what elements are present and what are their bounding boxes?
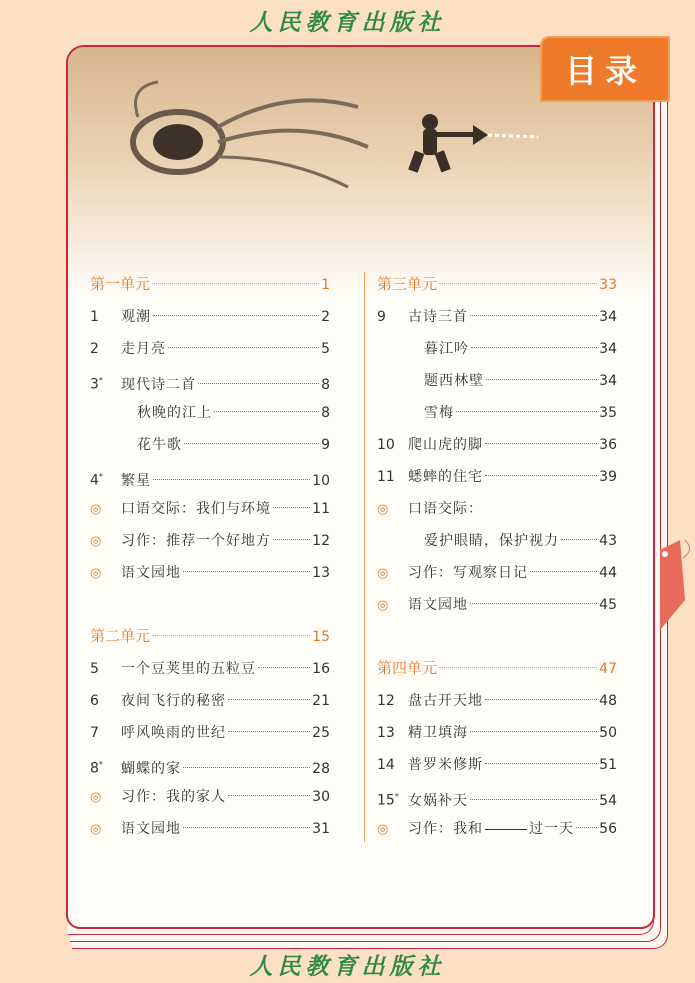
dot-leader (576, 827, 597, 828)
entry-title (408, 814, 574, 844)
dot-leader (168, 347, 319, 348)
dot-leader (183, 571, 310, 572)
entry-title: 呼风唤雨的世纪 (121, 725, 226, 741)
toc-entry[interactable] (90, 526, 330, 558)
lesson-number: 1 (90, 309, 99, 325)
toc-entry[interactable] (377, 782, 617, 814)
lesson-number: 3* (90, 376, 103, 393)
toc-entry[interactable] (90, 302, 330, 334)
unit-heading[interactable] (377, 654, 617, 686)
lesson-number: 5 (90, 661, 99, 677)
dot-leader (152, 635, 310, 636)
page-number: 51 (599, 757, 617, 773)
toc-entry[interactable] (377, 398, 617, 430)
dot-leader (228, 699, 310, 700)
toc-entry[interactable] (377, 494, 617, 526)
entry-title: 走月亮 (121, 341, 166, 357)
dot-leader (228, 731, 310, 732)
bullet-icon: ◎ (90, 502, 102, 517)
entry-title-part: 习作：我和 (408, 821, 483, 837)
toc-entry[interactable] (90, 558, 330, 590)
page-number: 44 (599, 565, 617, 581)
toc-entry[interactable] (377, 718, 617, 750)
entry-title: 题西林壁 (424, 373, 484, 389)
lesson-number: 15* (377, 792, 399, 809)
publisher-logo-bottom: 人民教育出版社 (249, 953, 446, 980)
toc-entry[interactable] (377, 750, 617, 782)
page-number: 10 (312, 472, 330, 489)
dot-leader (470, 603, 597, 604)
page-number: 47 (599, 661, 617, 677)
page-number: 15 (312, 629, 330, 645)
page-number: 9 (321, 437, 330, 453)
toc-entry[interactable] (377, 334, 617, 366)
page-number: 36 (599, 437, 617, 453)
entry-title: 口语交际：我们与环境 (121, 501, 271, 517)
entry-title: 蟋蟀的住宅 (408, 469, 483, 485)
toc-entry[interactable] (90, 494, 330, 526)
entry-title: 观潮 (121, 309, 151, 325)
lesson-number: 11 (377, 469, 395, 485)
dot-leader (439, 283, 597, 284)
page-number: 21 (312, 693, 330, 709)
page-number: 25 (312, 725, 330, 741)
toc-entry[interactable] (377, 558, 617, 590)
entry-title: 女娲补天 (408, 792, 468, 809)
unit-heading[interactable] (377, 270, 617, 302)
entry-title: 口语交际： (408, 501, 483, 517)
dot-leader (214, 411, 319, 412)
entry-title: 夜间飞行的秘密 (121, 693, 226, 709)
dot-leader (485, 475, 597, 476)
entry-title: 雪梅 (424, 405, 454, 421)
toc-entry[interactable] (377, 590, 617, 622)
dot-leader (152, 283, 319, 284)
toc-entry[interactable] (377, 814, 617, 846)
star-mark: * (394, 792, 399, 801)
bookmark-tag-icon (655, 540, 695, 630)
page-number: 12 (312, 533, 330, 549)
page-number: 50 (599, 725, 617, 741)
toc-entry[interactable] (90, 750, 330, 782)
bullet-icon: ◎ (377, 566, 389, 581)
spacer (377, 622, 617, 654)
lesson-number: 13 (377, 725, 395, 741)
star-mark: * (98, 376, 103, 385)
page-number: 43 (599, 533, 617, 549)
lesson-number: 4* (90, 472, 103, 489)
entry-title-part: 过一天 (529, 821, 574, 837)
dot-leader (439, 667, 597, 668)
page-number: 8 (321, 405, 330, 421)
dot-leader (470, 315, 597, 316)
lesson-number: 8* (90, 760, 103, 777)
page-number: 1 (321, 277, 330, 293)
page-number: 45 (599, 597, 617, 613)
toc-entry[interactable] (377, 526, 617, 558)
entry-title: 语文园地 (121, 565, 181, 581)
entry-title: 语文园地 (408, 597, 468, 613)
dot-leader (273, 507, 310, 508)
toc-right-column (377, 270, 617, 846)
star-mark: * (98, 472, 103, 481)
dot-leader (258, 667, 310, 668)
unit-title: 第一单元 (90, 275, 151, 293)
toc-entry[interactable] (377, 366, 617, 398)
dot-leader (530, 571, 597, 572)
toc-entry[interactable] (90, 814, 330, 846)
page-number: 48 (599, 693, 617, 709)
dot-leader (183, 767, 310, 768)
bullet-icon: ◎ (377, 598, 389, 613)
entry-title: 爱护眼睛，保护视力 (424, 533, 559, 549)
lesson-number: 2 (90, 341, 99, 357)
page-number: 39 (599, 469, 617, 485)
entry-title: 语文园地 (121, 821, 181, 837)
entry-title: 普罗米修斯 (408, 757, 483, 773)
unit-title: 第三单元 (377, 275, 438, 293)
entry-title: 盘古开天地 (408, 693, 483, 709)
lesson-number: 6 (90, 693, 99, 709)
unit-title: 第四单元 (377, 659, 438, 677)
dot-leader (184, 443, 319, 444)
entry-title: 暮江吟 (424, 341, 469, 357)
page-number: 34 (599, 373, 617, 389)
bullet-icon: ◎ (90, 566, 102, 581)
entry-title: 蝴蝶的家 (121, 760, 181, 777)
unit-heading[interactable] (90, 270, 330, 302)
toc-entry[interactable] (90, 462, 330, 494)
lesson-number: 12 (377, 693, 395, 709)
entry-title: 现代诗二首 (121, 376, 196, 393)
toc-entry[interactable] (90, 782, 330, 814)
page-number: 11 (312, 501, 330, 517)
toc-entry[interactable] (377, 686, 617, 718)
entry-title: 秋晚的江上 (137, 405, 212, 421)
toc-entry[interactable] (90, 366, 330, 398)
dot-leader (470, 731, 597, 732)
page-number: 16 (312, 661, 330, 677)
star-mark: * (98, 760, 103, 769)
page-number: 31 (312, 821, 330, 837)
page-number: 33 (599, 277, 617, 293)
dot-leader (183, 827, 310, 828)
page-number: 8 (321, 376, 330, 393)
lesson-number: 14 (377, 757, 395, 773)
page-number: 56 (599, 821, 617, 837)
dot-leader (486, 379, 597, 380)
page-number: 54 (599, 792, 617, 809)
dot-leader (561, 539, 597, 540)
dot-leader (485, 699, 597, 700)
page-number: 2 (321, 309, 330, 325)
entry-title: 花牛歌 (137, 437, 182, 453)
lesson-number: 9 (377, 309, 386, 325)
toc-entry[interactable] (90, 686, 330, 718)
dot-leader (485, 763, 597, 764)
page-number: 35 (599, 405, 617, 421)
dot-leader (198, 383, 319, 384)
toc-tab (540, 36, 670, 102)
dot-leader (485, 443, 597, 444)
entry-title: 一个豆荚里的五粒豆 (121, 661, 256, 677)
toc-entry[interactable] (377, 462, 617, 494)
bullet-icon: ◎ (90, 822, 102, 837)
page-number: 13 (312, 565, 330, 581)
bullet-icon: ◎ (90, 790, 102, 805)
toc-entry[interactable] (377, 430, 617, 462)
page-number: 34 (599, 309, 617, 325)
dot-leader (228, 795, 310, 796)
lesson-number: 7 (90, 725, 99, 741)
toc-entry[interactable] (90, 398, 330, 430)
bullet-icon: ◎ (377, 502, 389, 517)
toc-entry[interactable] (90, 430, 330, 462)
fill-blank (485, 829, 527, 830)
toc-title: 目录 (564, 52, 645, 90)
toc-entry[interactable] (90, 718, 330, 750)
spacer (90, 590, 330, 622)
unit-title: 第二单元 (90, 627, 151, 645)
toc-entry[interactable] (377, 302, 617, 334)
bullet-icon: ◎ (377, 822, 389, 837)
page-number: 30 (312, 789, 330, 805)
publisher-logo-top: 人民教育出版社 (249, 9, 446, 36)
dot-leader (153, 479, 310, 480)
toc-entry[interactable] (90, 654, 330, 686)
unit-heading[interactable] (90, 622, 330, 654)
entry-title: 繁星 (121, 472, 151, 489)
dot-leader (153, 315, 319, 316)
page-number: 28 (312, 760, 330, 777)
entry-title: 习作：推荐一个好地方 (121, 533, 271, 549)
dot-leader (470, 799, 597, 800)
column-divider (364, 272, 365, 842)
toc-left-column (90, 270, 330, 846)
toc-entry[interactable] (90, 334, 330, 366)
page-number: 34 (599, 341, 617, 357)
dot-leader (273, 539, 310, 540)
entry-title: 习作：我的家人 (121, 789, 226, 805)
page-number: 5 (321, 341, 330, 357)
entry-title: 爬山虎的脚 (408, 437, 483, 453)
entry-title: 习作：写观察日记 (408, 565, 528, 581)
dot-leader (471, 347, 597, 348)
dot-leader (456, 411, 597, 412)
lesson-number: 10 (377, 437, 395, 453)
entry-title: 古诗三首 (408, 309, 468, 325)
entry-title: 精卫填海 (408, 725, 468, 741)
bullet-icon: ◎ (90, 534, 102, 549)
